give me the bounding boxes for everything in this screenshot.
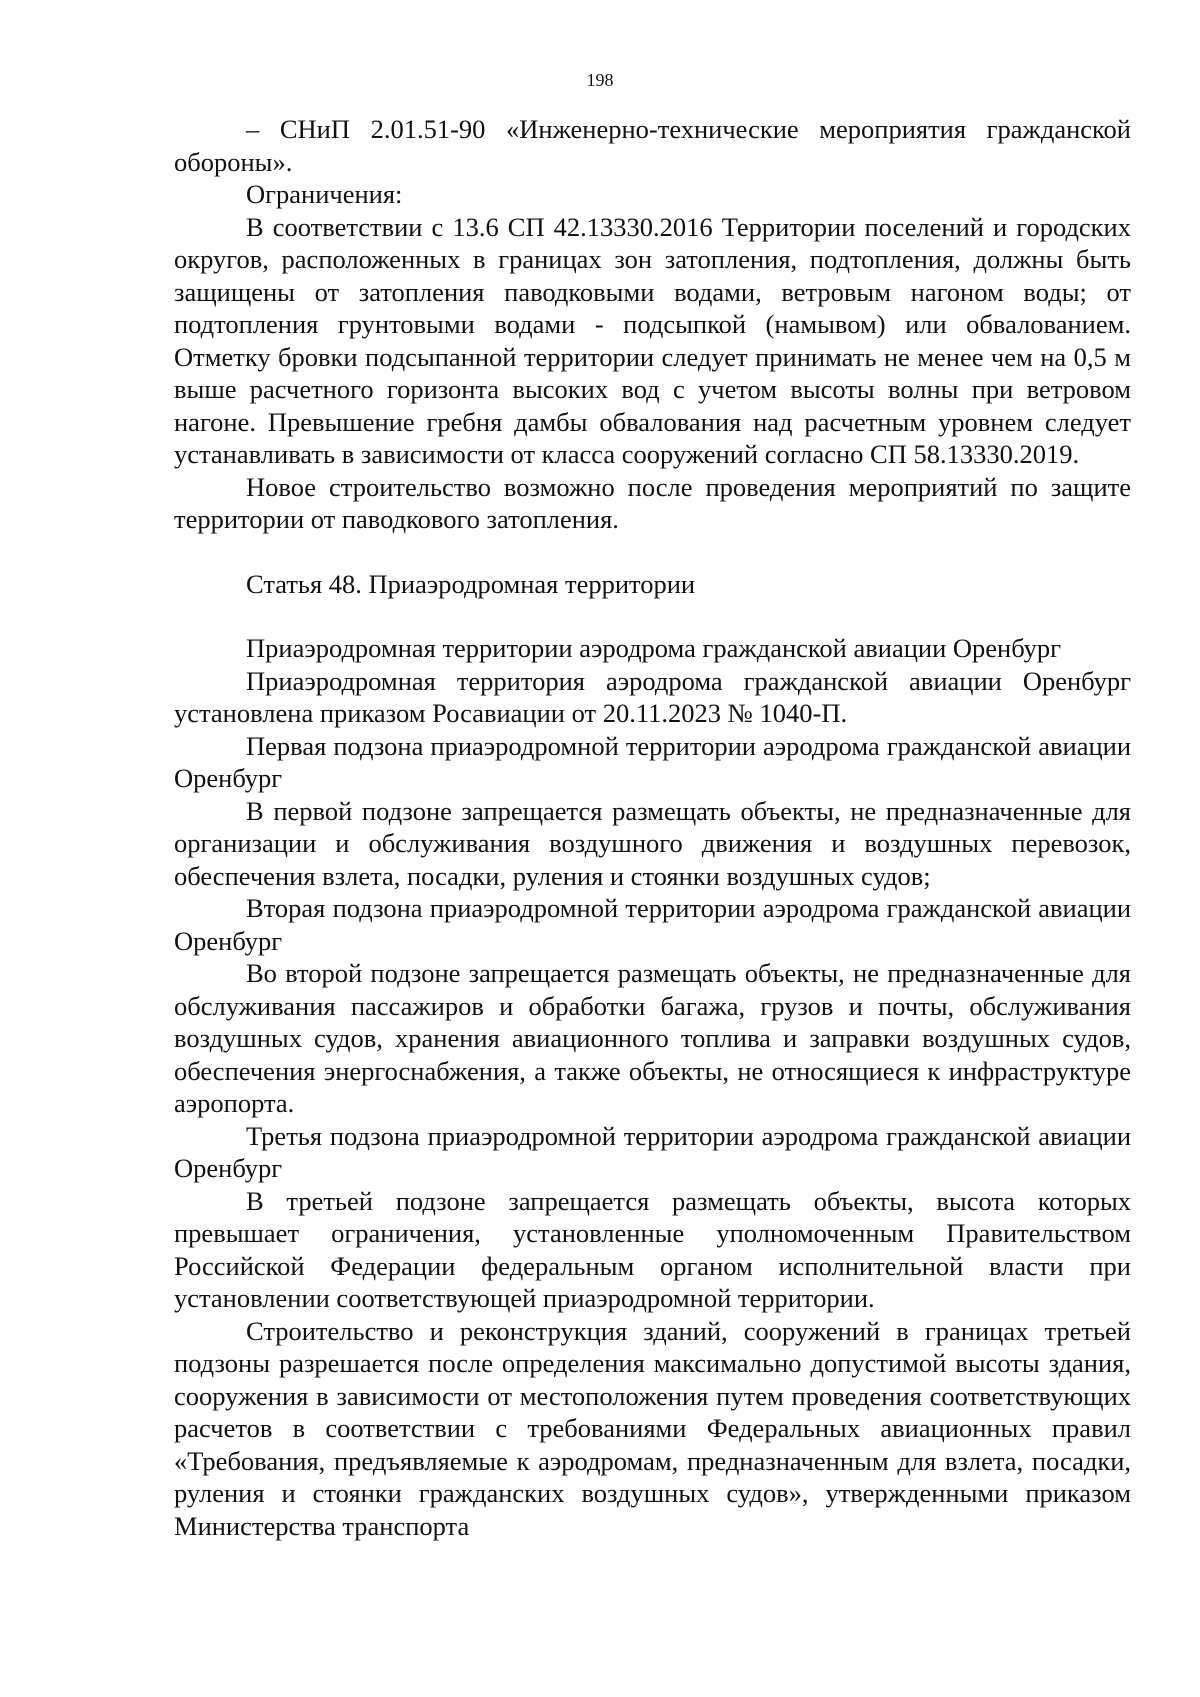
paragraph-construction-subzone-3: Строительство и реконструкция зданий, сооружений в границах третьей подзоны разрешается после определения максимально допустимой высоты здания, сооружения в зависимости от местоположения путем проведения соответствующих расчетов в соответствии с требованиями Федеральных авиационных правил «Требования, предъявляемые к аэродромам, предназначенным для взлета, посадки, руления и стоянки гражданских воздушных судов», утвержденными приказом Министерства транспорта	[174, 1315, 1131, 1541]
page-number: 198	[586, 70, 614, 90]
subzone-2-title: Вторая подзона приаэродромной территории аэродрома гражданской авиации Оренбург	[174, 893, 1131, 956]
restrictions-heading: Ограничения:	[246, 179, 403, 209]
article-48-heading: Статья 48. Приаэродромная территории	[246, 568, 696, 599]
paragraph-new-construction: Новое строительство возможно после проведения мероприятий по защите территории от паводкового затопления.	[174, 471, 1131, 534]
aerodrome-territory-title: Приаэродромная территории аэродрома гражданской авиации Оренбург	[246, 633, 1062, 663]
subzone-3-title: Третья подзона приаэродромной территории аэродрома гражданской авиации Оренбург	[174, 1120, 1131, 1183]
list-item-snip: – СНиП 2.01.51-90 «Инженерно-технические мероприятия гражданской обороны».	[174, 114, 1131, 177]
paragraph-territory-established: Приаэродромная территория аэродрома гражданской авиации Оренбург установлена приказом Росавиации от 20.11.2023 № 1040-П.	[174, 665, 1131, 728]
paragraph-subzone-3: В третьей подзоне запрещается размещать объекты, высота которых превышает ограничения, установленные уполномоченным Правительством Российской Федерации федеральным органом исполнительной власти при установлении соответствующей приаэродромной территории.	[174, 1185, 1131, 1313]
subzone-1-title: Первая подзона приаэродромной территории аэродрома гражданской авиации Оренбург	[174, 730, 1131, 793]
document-body	[174, 113, 1131, 1542]
paragraph-flood-protection: В соответствии с 13.6 СП 42.13330.2016 Территории поселений и городских округов, расположенных в границах зон затопления, подтопления, должны быть защищены от затопления паводковыми водами, ветровым нагоном воды; от подтопления грунтовыми водами - подсыпкой (намывом) или обвалованием. Отметку бровки подсыпанной территории следует принимать не менее чем на 0,5 м выше расчетного горизонта высоких вод с учетом высоты волны при ветровом нагоне. Превышение гребня дамбы обвалования над расчетным уровнем следует устанавливать в зависимости от класса сооружений согласно СП 58.13330.2019.	[174, 211, 1131, 469]
paragraph-subzone-2: Во второй подзоне запрещается размещать объекты, не предназначенные для обслуживания пассажиров и обработки багажа, грузов и почты, обслуживания воздушных судов, хранения авиационного топлива и заправки воздушных судов, обеспечения энергоснабжения, а также объекты, не относящиеся к инфраструктуре аэропорта.	[174, 958, 1131, 1118]
paragraph-subzone-1: В первой подзоне запрещается размещать объекты, не предназначенные для организации и обслуживания воздушного движения и воздушных перевозок, обеспечения взлета, посадки, руления и стоянки воздушных судов;	[174, 795, 1131, 891]
